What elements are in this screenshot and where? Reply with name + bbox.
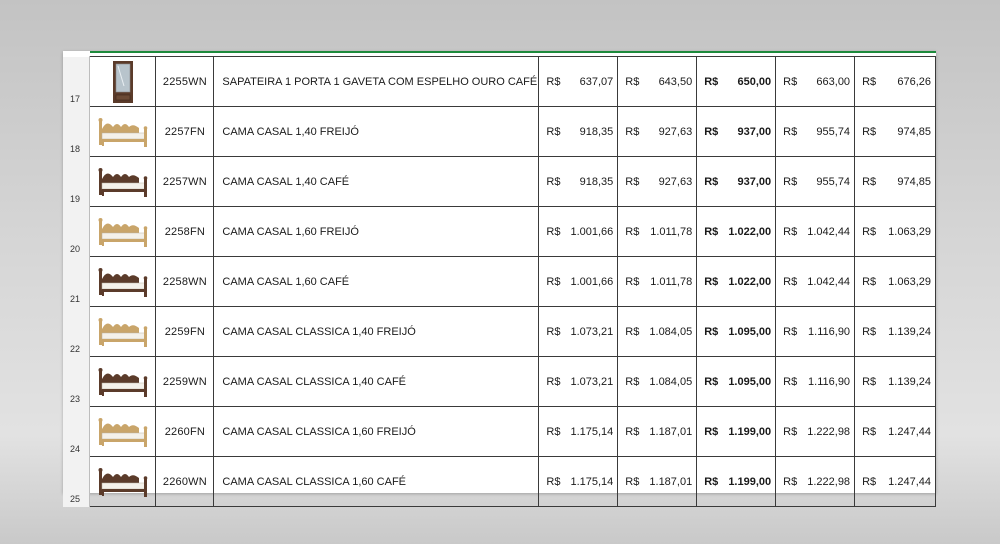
- currency-symbol: R$: [704, 175, 719, 188]
- product-description-cell[interactable]: CAMA CASAL 1,60 FREIJÓ: [214, 207, 539, 257]
- row-number[interactable]: 17: [63, 57, 90, 107]
- price-amount: 1.222,98: [807, 425, 851, 438]
- currency-symbol: R$: [862, 325, 877, 338]
- price-cell[interactable]: [697, 357, 776, 407]
- currency-symbol: R$: [704, 75, 719, 88]
- price-cell[interactable]: [697, 407, 776, 457]
- price-amount: 1.042,44: [807, 275, 851, 288]
- currency-symbol: R$: [783, 75, 798, 88]
- currency-symbol: R$: [783, 425, 798, 438]
- price-cell[interactable]: [697, 257, 776, 307]
- price-cell[interactable]: [618, 457, 697, 507]
- currency-symbol: R$: [625, 425, 640, 438]
- product-code-cell[interactable]: 2255WN: [156, 57, 214, 107]
- price-cell[interactable]: [618, 357, 697, 407]
- price-amount: 927,63: [658, 175, 693, 188]
- row-number[interactable]: 18: [63, 107, 90, 157]
- price-cell[interactable]: [539, 307, 618, 357]
- currency-symbol: R$: [704, 425, 719, 438]
- currency-symbol: R$: [704, 125, 719, 138]
- table-row: [63, 357, 936, 407]
- price-amount: 1.022,00: [728, 225, 772, 238]
- price-amount: 937,00: [737, 125, 772, 138]
- price-amount: 955,74: [816, 175, 851, 188]
- currency-symbol: R$: [862, 175, 877, 188]
- product-description-cell[interactable]: CAMA CASAL 1,60 CAFÉ: [214, 257, 539, 307]
- price-cell[interactable]: [539, 107, 618, 157]
- currency-symbol: R$: [783, 225, 798, 238]
- price-cell[interactable]: [539, 257, 618, 307]
- product-code-cell[interactable]: 2260WN: [156, 457, 214, 507]
- price-cell[interactable]: [618, 407, 697, 457]
- product-code-cell[interactable]: 2259FN: [156, 307, 214, 357]
- price-cell[interactable]: [539, 57, 618, 107]
- price-cell[interactable]: [618, 107, 697, 157]
- product-description-cell[interactable]: CAMA CASAL CLASSICA 1,40 FREIJÓ: [214, 307, 539, 357]
- price-amount: 1.022,00: [728, 275, 772, 288]
- price-amount: 1.139,24: [888, 375, 931, 388]
- row-number[interactable]: 20: [63, 207, 90, 257]
- price-cell[interactable]: [618, 257, 697, 307]
- price-amount: 1.001,66: [570, 275, 614, 288]
- currency-symbol: R$: [625, 475, 640, 488]
- price-cell[interactable]: [855, 357, 936, 407]
- table-row: [63, 457, 936, 507]
- currency-symbol: R$: [704, 475, 719, 488]
- price-amount: 1.095,00: [728, 325, 772, 338]
- product-description-cell[interactable]: CAMA CASAL CLASSICA 1,60 CAFÉ: [214, 457, 539, 507]
- price-cell[interactable]: [776, 457, 855, 507]
- price-amount: 1.175,14: [570, 475, 614, 488]
- currency-symbol: R$: [783, 375, 798, 388]
- price-cell[interactable]: [697, 207, 776, 257]
- row-number[interactable]: 24: [63, 407, 90, 457]
- product-code-cell[interactable]: 2258WN: [156, 257, 214, 307]
- price-amount: 918,35: [579, 175, 614, 188]
- price-amount: 1.011,78: [650, 225, 693, 238]
- product-description-cell[interactable]: SAPATEIRA 1 PORTA 1 GAVETA COM ESPELHO OURO CAFÉ: [214, 57, 539, 107]
- row-number[interactable]: 19: [63, 157, 90, 207]
- currency-symbol: R$: [704, 325, 719, 338]
- row-number[interactable]: 23: [63, 357, 90, 407]
- price-amount: 1.073,21: [570, 375, 614, 388]
- price-cell[interactable]: [776, 207, 855, 257]
- currency-symbol: R$: [783, 275, 798, 288]
- currency-symbol: R$: [625, 175, 640, 188]
- product-description-cell[interactable]: CAMA CASAL 1,40 CAFÉ: [214, 157, 539, 207]
- currency-symbol: R$: [625, 225, 640, 238]
- table-row: [63, 307, 936, 357]
- price-cell[interactable]: [697, 457, 776, 507]
- price-amount: 1.139,24: [888, 325, 931, 338]
- currency-symbol: R$: [704, 375, 719, 388]
- price-amount: 974,85: [897, 175, 931, 188]
- currency-symbol: R$: [546, 275, 561, 288]
- table-row: [63, 157, 936, 207]
- price-amount: 1.199,00: [728, 475, 772, 488]
- price-amount: 1.042,44: [807, 225, 851, 238]
- product-code-cell[interactable]: 2257FN: [156, 107, 214, 157]
- price-cell[interactable]: [855, 207, 936, 257]
- price-amount: 1.247,44: [888, 425, 931, 438]
- price-cell[interactable]: [855, 257, 936, 307]
- price-amount: 1.095,00: [728, 375, 772, 388]
- price-amount: 918,35: [579, 125, 614, 138]
- price-amount: 1.222,98: [807, 475, 851, 488]
- currency-symbol: R$: [625, 275, 640, 288]
- price-amount: 1.187,01: [649, 425, 693, 438]
- price-table: [63, 56, 936, 507]
- price-cell[interactable]: [855, 157, 936, 207]
- price-amount: 1.116,90: [808, 325, 851, 338]
- price-amount: 1.073,21: [570, 325, 614, 338]
- price-cell[interactable]: [539, 457, 618, 507]
- currency-symbol: R$: [546, 475, 561, 488]
- bed-cafe-icon[interactable]: [90, 457, 156, 507]
- currency-symbol: R$: [546, 75, 561, 88]
- price-cell[interactable]: [855, 457, 936, 507]
- product-code-cell[interactable]: 2257WN: [156, 157, 214, 207]
- price-amount: 643,50: [658, 75, 693, 88]
- price-cell[interactable]: [776, 157, 855, 207]
- price-amount: 1.063,29: [888, 275, 931, 288]
- price-amount: 1.063,29: [888, 225, 931, 238]
- price-cell[interactable]: [776, 57, 855, 107]
- bed-cafe-icon[interactable]: [90, 357, 156, 407]
- product-description-cell[interactable]: CAMA CASAL CLASSICA 1,60 FREIJÓ: [214, 407, 539, 457]
- currency-symbol: R$: [546, 375, 561, 388]
- price-cell[interactable]: [855, 307, 936, 357]
- row-number[interactable]: 21: [63, 257, 90, 307]
- selection-border: [90, 51, 936, 53]
- price-cell[interactable]: [539, 207, 618, 257]
- price-amount: 650,00: [737, 75, 772, 88]
- currency-symbol: R$: [625, 75, 640, 88]
- price-cell[interactable]: [776, 107, 855, 157]
- currency-symbol: R$: [546, 225, 561, 238]
- price-cell[interactable]: [855, 57, 936, 107]
- currency-symbol: R$: [546, 325, 561, 338]
- price-cell[interactable]: [618, 157, 697, 207]
- price-amount: 1.084,05: [649, 325, 693, 338]
- price-cell[interactable]: [539, 357, 618, 407]
- currency-symbol: R$: [704, 275, 719, 288]
- spreadsheet-area: [63, 51, 936, 504]
- price-cell[interactable]: [618, 207, 697, 257]
- currency-symbol: R$: [783, 125, 798, 138]
- price-amount: 1.011,78: [650, 275, 693, 288]
- price-amount: 927,63: [658, 125, 693, 138]
- price-cell[interactable]: [618, 307, 697, 357]
- product-description-cell[interactable]: CAMA CASAL CLASSICA 1,40 CAFÉ: [214, 357, 539, 407]
- table-row: [63, 407, 936, 457]
- price-amount: 1.175,14: [570, 425, 614, 438]
- price-cell[interactable]: [776, 257, 855, 307]
- price-cell[interactable]: [776, 307, 855, 357]
- price-cell[interactable]: [697, 107, 776, 157]
- price-amount: 974,85: [897, 125, 931, 138]
- cabinet-cafe-icon[interactable]: [90, 57, 156, 107]
- table-row: [63, 207, 936, 257]
- currency-symbol: R$: [862, 425, 877, 438]
- price-amount: 676,26: [897, 75, 931, 88]
- price-cell[interactable]: [776, 357, 855, 407]
- currency-symbol: R$: [704, 225, 719, 238]
- currency-symbol: R$: [783, 175, 798, 188]
- price-cell[interactable]: [618, 57, 697, 107]
- price-amount: 1.116,90: [808, 375, 851, 388]
- price-amount: 1.199,00: [728, 425, 772, 438]
- currency-symbol: R$: [783, 325, 798, 338]
- price-amount: 955,74: [816, 125, 851, 138]
- table-row: [63, 107, 936, 157]
- currency-symbol: R$: [546, 125, 561, 138]
- currency-symbol: R$: [862, 275, 877, 288]
- price-amount: 663,00: [816, 75, 851, 88]
- bed-cafe-icon[interactable]: [90, 257, 156, 307]
- currency-symbol: R$: [862, 475, 877, 488]
- currency-symbol: R$: [783, 475, 798, 488]
- table-row: [63, 257, 936, 307]
- price-cell[interactable]: [855, 407, 936, 457]
- table-row: [63, 57, 936, 107]
- price-cell[interactable]: [697, 307, 776, 357]
- price-cell[interactable]: [697, 57, 776, 107]
- product-description-cell[interactable]: CAMA CASAL 1,40 FREIJÓ: [214, 107, 539, 157]
- price-cell[interactable]: [697, 157, 776, 207]
- price-cell[interactable]: [539, 157, 618, 207]
- bed-freijo-icon[interactable]: [90, 307, 156, 357]
- row-number[interactable]: 25: [63, 457, 90, 507]
- price-cell[interactable]: [539, 407, 618, 457]
- currency-symbol: R$: [862, 125, 877, 138]
- price-amount: 1.187,01: [649, 475, 693, 488]
- price-amount: 937,00: [737, 175, 772, 188]
- price-cell[interactable]: [776, 407, 855, 457]
- price-amount: 1.247,44: [888, 475, 931, 488]
- row-number[interactable]: 22: [63, 307, 90, 357]
- price-amount: 1.084,05: [649, 375, 693, 388]
- currency-symbol: R$: [862, 75, 877, 88]
- bed-freijo-icon[interactable]: [90, 407, 156, 457]
- product-code-cell[interactable]: 2259WN: [156, 357, 214, 407]
- bed-freijo-icon[interactable]: [90, 107, 156, 157]
- currency-symbol: R$: [862, 225, 877, 238]
- currency-symbol: R$: [625, 375, 640, 388]
- price-amount: 637,07: [579, 75, 614, 88]
- currency-symbol: R$: [625, 125, 640, 138]
- currency-symbol: R$: [546, 175, 561, 188]
- bed-cafe-icon[interactable]: [90, 157, 156, 207]
- bed-freijo-icon[interactable]: [90, 207, 156, 257]
- price-amount: 1.001,66: [570, 225, 614, 238]
- currency-symbol: R$: [625, 325, 640, 338]
- product-code-cell[interactable]: 2258FN: [156, 207, 214, 257]
- currency-symbol: R$: [862, 375, 877, 388]
- currency-symbol: R$: [546, 425, 561, 438]
- product-code-cell[interactable]: 2260FN: [156, 407, 214, 457]
- price-cell[interactable]: [855, 107, 936, 157]
